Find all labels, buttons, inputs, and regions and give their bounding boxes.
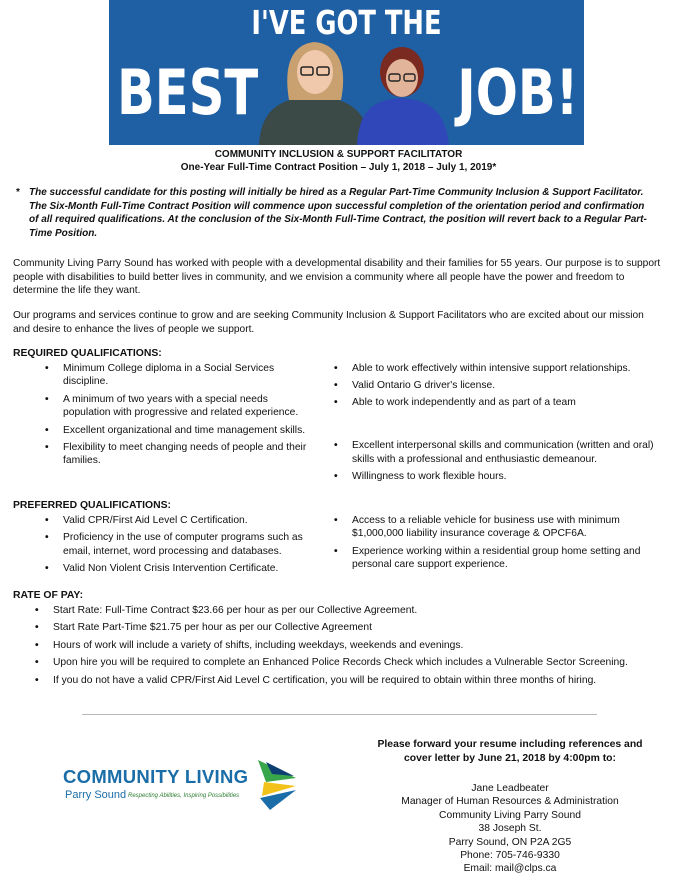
rate-heading: RATE OF PAY: bbox=[13, 590, 84, 601]
hero-banner bbox=[109, 0, 584, 145]
list-item: • Upon hire you will be required to complete an Enhanced Police Records Check which includes a Vulnerable Sector Screening. bbox=[53, 656, 653, 669]
preferred-list-right bbox=[352, 514, 662, 576]
list-item: • Valid CPR/First Aid Level C Certification. bbox=[63, 514, 313, 527]
contact-block bbox=[360, 738, 660, 876]
apply-line-2: cover letter by June 21, 2018 by 4:00pm to: bbox=[404, 752, 616, 764]
section-divider bbox=[82, 714, 597, 715]
banner-headline: I'VE GOT THE bbox=[251, 3, 442, 42]
required-list-left bbox=[63, 362, 313, 472]
list-item: • Flexibility to meet changing needs of people and their families. bbox=[63, 441, 313, 468]
list-item: • Valid Ontario G driver's license. bbox=[352, 379, 662, 392]
hiring-note bbox=[16, 186, 656, 240]
mission-paragraph: Our programs and services continue to grow and are seeking Community Inclusion & Support Facilitators who are excited about our mission and desire to enhance the lives of people we support. bbox=[13, 310, 644, 335]
banner-word-left: BEST bbox=[117, 56, 259, 129]
list-item: • Experience working within a residential group home setting and personal care support experience. bbox=[352, 545, 662, 572]
preferred-list-left bbox=[63, 514, 313, 580]
required-heading: REQUIRED QUALIFICATIONS: bbox=[13, 348, 162, 359]
logo-mark-icon bbox=[256, 756, 298, 812]
list-item: • Start Rate Part-Time $21.75 per hour as per our Collective Agreement bbox=[53, 621, 653, 634]
list-item: • Willingness to work flexible hours. bbox=[352, 470, 662, 483]
logo-tagline: Respecting Abilities, Inspiring Possibilities bbox=[128, 793, 240, 799]
list-item: • Excellent interpersonal skills and communication (written and oral) skills with a professional and enthusiastic demeanour. bbox=[352, 439, 662, 466]
list-item: • A minimum of two years with a special needs population with progressive and related experience. bbox=[63, 393, 313, 420]
organization-logo bbox=[60, 756, 300, 816]
logo-name: COMMUNITY LIVING bbox=[63, 766, 249, 787]
list-item: • Access to a reliable vehicle for business use with minimum $1,000,000 liability insurance coverage & OPCF6A. bbox=[352, 514, 662, 541]
posting-subtitle: One-Year Full-Time Contract Position – July 1, 2018 – July 1, 2019* bbox=[180, 161, 497, 173]
posting-header bbox=[0, 149, 677, 174]
list-item: • Start Rate: Full-Time Contract $23.66 per hour as per our Collective Agreement. bbox=[53, 604, 653, 617]
banner-word-right: JOB! bbox=[456, 56, 578, 129]
note-text: The successful candidate for this posting will initially be hired as a Regular Part-Time Community Inclusion & Support Facilitator. The Six-Month Full-Time Contract Position will commence upon successful completion of the orientation period and confirmation of all required qualifications. At the conclusion of the Six-Month Full-Time Contract, the position will revert back to a Regular Part-Time Position. bbox=[29, 187, 647, 239]
list-item: • If you do not have a valid CPR/First Aid Level C certification, you will be required to obtain within three months of hiring. bbox=[53, 674, 653, 687]
contact-city: Parry Sound, ON P2A 2G5 bbox=[448, 836, 572, 848]
contact-name: Jane Leadbeater bbox=[471, 783, 549, 794]
contact-street: 38 Joseph St. bbox=[478, 823, 542, 835]
posting-title: COMMUNITY INCLUSION & SUPPORT FACILITATOR bbox=[214, 149, 463, 160]
contact-phone: Phone: 705-746-9330 bbox=[460, 850, 560, 862]
list-item: • Hours of work will include a variety of shifts, including weekdays, weekends and evenings. bbox=[53, 639, 653, 652]
list-item: • Proficiency in the use of computer programs such as email, internet, word processing and databases. bbox=[63, 531, 313, 558]
apply-instructions bbox=[360, 738, 660, 765]
contact-role: Manager of Human Resources & Administration bbox=[401, 796, 619, 808]
preferred-heading: PREFERRED QUALIFICATIONS: bbox=[13, 500, 171, 511]
apply-line-1: Please forward your resume including references and bbox=[377, 739, 643, 750]
contact-email: Email: mail@clps.ca bbox=[463, 863, 557, 875]
intro-paragraph: Community Living Parry Sound has worked with people with a developmental disability and their families for 55 years. Our purpose is to support people with disabilities to build better lives in community, and we envision a community where all people have the power and freedom to determine the life they want. bbox=[13, 258, 661, 296]
list-item: • Minimum College diploma in a Social Services discipline. bbox=[63, 362, 313, 389]
list-item: • Able to work independently and as part of a team bbox=[352, 396, 662, 409]
logo-place: Parry Sound bbox=[65, 789, 127, 801]
rate-list bbox=[53, 604, 653, 691]
list-item: • Valid Non Violent Crisis Intervention Certificate. bbox=[63, 562, 313, 575]
contact-org: Community Living Parry Sound bbox=[439, 809, 581, 821]
note-asterisk: * bbox=[16, 187, 20, 198]
list-item: • Excellent organizational and time management skills. bbox=[63, 424, 313, 437]
list-item: • Able to work effectively within intensive support relationships. bbox=[352, 362, 662, 375]
required-list-right bbox=[352, 362, 662, 487]
contact-details bbox=[360, 782, 660, 876]
